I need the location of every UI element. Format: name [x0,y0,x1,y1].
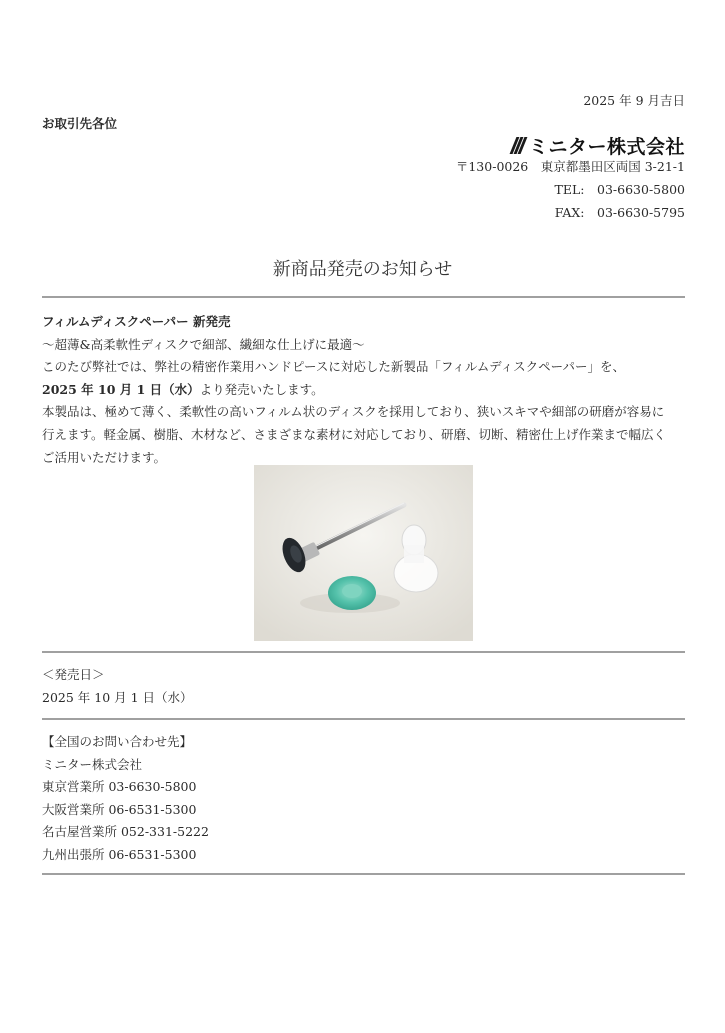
release-date-section [42,664,193,709]
office-line: 名古屋営業所 052-331-5222 [42,824,209,840]
description-line: 行えます。軽金属、樹脂、木材など、さまざまな素材に対応しており、研磨、切断、精密仕上げ作業まで幅広く [42,426,667,442]
announcement-body [42,311,692,469]
office-line: 東京営業所 03-6630-5800 [42,779,197,795]
divider [42,296,685,298]
intro-text: このたび弊社では、弊社の精密作業用ハンドピースに対応した新製品「フィルムディスクペーパー」を、 [42,359,626,375]
logo-mark-icon [513,137,524,154]
description-line: ご活用いただけます。 [42,449,167,465]
release-text: より発売いたします。 [199,381,324,397]
company-tel: TEL: 03-6630-5800 [554,182,685,197]
product-heading: フィルムディスクペーパー 新発売 [42,314,231,329]
letter-date: 2025 年 9 月吉日 [583,93,685,108]
company-logo [513,132,685,159]
divider [42,873,685,875]
divider [42,651,685,653]
company-fax: FAX: 03-6630-5795 [554,205,685,220]
recipient: お取引先各位 [42,116,118,131]
product-illustration [254,465,473,641]
release-line [42,379,692,402]
contact-heading: 【全国のお問い合わせ先】 [42,734,193,749]
logo-text: ミニター株式会社 [528,136,685,158]
divider [42,718,685,720]
office-line: 大阪営業所 06-6531-5300 [42,801,197,817]
office-line: 九州出張所 06-6531-5300 [42,846,197,862]
release-date-bold: 2025 年 10 月 1 日（水） [42,381,200,397]
product-subheading: 〜超薄&高柔軟性ディスクで細部、繊細な仕上げに最適〜 [42,336,365,352]
company-address: 〒130-0026 東京都墨田区両国 3-21-1 [455,159,685,174]
description-line: 本製品は、極めて薄く、柔軟性の高いフィルム状のディスクを採用しており、狭いスキマや細部の研磨が容易に [42,404,665,420]
release-section-heading: ＜発売日＞ [42,667,105,682]
contact-section [42,731,209,867]
document-title: 新商品発売のお知らせ [272,259,453,280]
product-photo [254,465,473,641]
contact-company: ミニター株式会社 [42,756,143,772]
release-section-date: 2025 年 10 月 1 日（水） [42,689,193,705]
